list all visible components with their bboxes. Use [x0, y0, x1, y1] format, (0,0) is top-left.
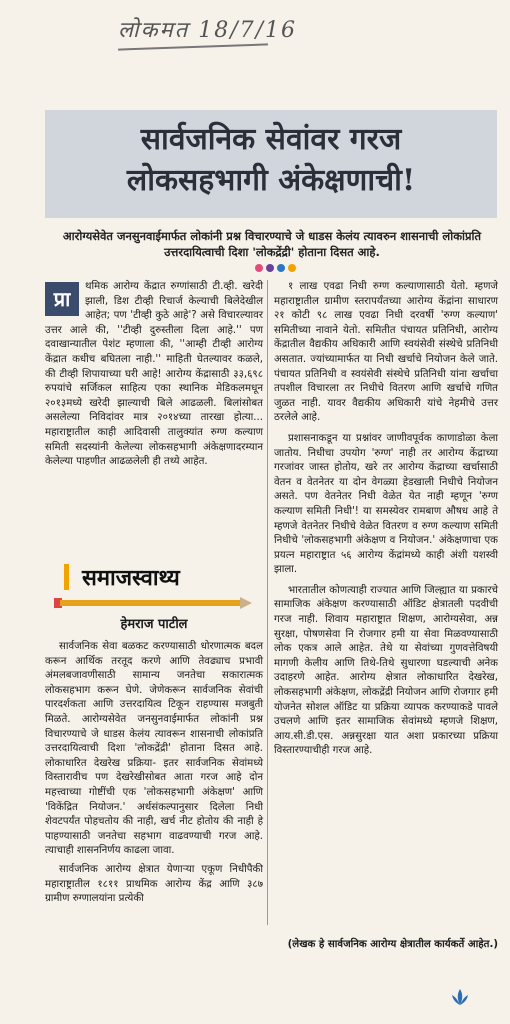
pencil-tip-icon	[240, 597, 252, 609]
left-column-top	[45, 280, 263, 476]
pencil-icon	[60, 600, 240, 606]
accent-dot-orange	[288, 264, 296, 272]
byline: हेमराज पाटील	[120, 617, 188, 632]
accent-dot-pink	[255, 264, 263, 272]
left-column-bottom	[45, 640, 263, 911]
accent-dot-purple	[266, 264, 274, 272]
headline	[45, 120, 497, 202]
paragraph: थमिक आरोग्य केंद्रात रुग्णांसाठी टी.व्ही. खरेदी झाली, डिश टीव्ही रिचार्ज केल्याची बिलेदेखील आहेत; पण 'टीव्ही कुठे आहे'? असे विचारल्यावर उत्तर आले की, ''टीव्ही दुरुस्तीला दिला आहे.'' पण दवाखान्यातील पेशंट म्हणाला की, ''आम्ही टीव्ही आरोग्य केंद्रात कधीच बघितला नाही.'' माहिती घेतल्यावर कळले, की टीव्ही शिपायाच्या घरी आहे! आरोग्य केंद्रासाठी ३३,६९८ रुपयांचे सर्जिकल साहित्य एका स्थानिक मेडिकलमधून २०१३मध्ये खरेदी झाल्याची बिले आढळली. बिलांसोबत असलेल्या निविदांवर मात्र २०१४च्या तारखा होत्या... महाराष्ट्रातील काही आदिवासी तालुक्यांत रुग्ण कल्याण समिती सदस्यांनी केलेल्या लोकसहभागी अंकेक्षणादरम्यान केलेल्या पाहणीत आढळलेली ही तथ्ये आहेत.	[45, 281, 263, 468]
paragraph: सार्वजनिक सेवा बळकट करण्यासाठी धोरणात्मक बदल करून आर्थिक तरतूद करणे आणि तेवढ्याच प्रभावी अंमलबजावणीसाठी सामान्य जनतेचा सकारात्मक लोकसहभाग करून घेणे. जेणेकरून सार्वजनिक सेवांची पारदर्शकता आणि उत्तरदायित्व टिकून राहण्यास मजबुती मिळते. आरोग्यसेवेत जनसुनवाईमार्फत लोकांनी प्रश्न विचारण्याचे जे धाडस केलंय त्यावरून शासनाची लोकांप्रति उत्तरदायित्वाची दिशा 'लोकद्रेंद्री' होताना दिसत आहे. लोकाधारित देखरेख प्रक्रिया- इतर सार्वजनिक सेवांमध्ये विस्तारावीच पण देखरेखीसोबत आता गरज आहे दोन महत्त्वाच्या गोष्टींची एक 'लोकसहभागी अंकेक्षण' आणि 'विकेंद्रित नियोजन.' अर्थसंकल्पानुसार दिलेला निधी शेवटपर्यंत पोहचतोय की नाही, खर्च नीट होतोय की नाही हे पाहण्यासाठी जनतेचा सहभाग वाढवण्याची गरज आहे. त्याचाही शासननिर्णय काढला जावा.	[45, 641, 263, 857]
paragraph: प्रशासनाकडून या प्रश्नांवर जाणीवपूर्वक काणाडोळा केला जातोय. निधीचा उपयोग 'रुग्ण' नाही तर आरोग्य केंद्राच्या गरजांवर जास्त होतोय, खरे तर आरोग्य केंद्राच्या खर्चासाठी वेतन व वेतनेतर या दोन वेगळ्या हेडखाली निधीचे नियोजन असते. पण वेतनेतर निधी वेळेत येत नाही म्हणून 'रुग्ण कल्याण समिती निधी'! या समस्येवर रामबाण औषध आहे ते म्हणजे वेतनेतर निधीचे वेळेत वितरण व रुग्ण कल्याण समिती निधीचे 'लोकसहभागी अंकेक्षण व नियोजन.' अंकेक्षणाचा एक प्रयत्न महाराष्ट्रात ५६ आरोग्य केंद्रांमध्ये काही अंशी यशस्वी झाला.	[274, 432, 498, 576]
accent-dots	[255, 264, 296, 272]
deck-summary: आरोग्यसेवेत जनसुनवाईमार्फत लोकांनी प्रश्न विचारण्याचे जे धाडस केलंय त्यावरुन शासनाची लोकांप्रति उत्तरदायित्वाची दिशा 'लोकद्रेंद्री' होताना दिसत आहे.	[62, 229, 482, 259]
accent-dot-blue	[277, 264, 285, 272]
headline-line-2: लोकसहभागी अंकेक्षणाची!	[126, 163, 416, 198]
section-tag: समाजस्वाथ्य	[64, 562, 244, 592]
paragraph: सार्वजनिक आरोग्य क्षेत्रात येणाऱ्या एकूण निधीपैकी महाराष्ट्रातील १८११ प्राथमिक आरोग्य केंद्र आणि ३८७ ग्रामीण रुग्णालयांना प्रत्येकी	[45, 863, 263, 905]
handwritten-masthead-date: लोकमत 18/7/16	[118, 18, 298, 43]
right-column	[274, 280, 498, 765]
lotus-logo-icon	[448, 985, 472, 1009]
author-note: (लेखक हे सार्वजनिक आरोग्य क्षेत्रातील कार्यकर्ते आहेत.)	[287, 939, 498, 950]
paragraph: भारतातील कोणत्याही राज्यात आणि जिल्ह्यात या प्रकारचे सामाजिक अंकेक्षण करण्यासाठी ऑडिट क्षेत्रातली पदवीची गरज नाही. शिवाय महाराष्ट्रात शिक्षण, आरोग्यसेवा, अन्न सुरक्षा, पोषणसेवा नि रोजगार हमी या सेवा मिळवण्यासाठी लोक एकत्र आले आहेत. तेथे या सेवांच्या गुणवत्तेविषयी मागणी केलीय आणि तिथे-तिथे सुधारणा घडल्याची अनेक उदाहरणे आहेत. आरोग्य क्षेत्रात लोकाधारित देखरेख, लोकसहभागी अंकेक्षण, लोकद्रेंद्री नियोजन आणि रोजगार हमी योजनेत सोशल ऑडिट या प्रक्रिया व्यापक करण्याकडे पावले उचलणे आणि इतर सामाजिक सेवांमध्ये म्हणजे शिक्षण, आय.सी.डी.एस. अन्नसुरक्षा यात अशा प्रकारच्या प्रक्रिया विस्तारण्याचीही गरज आहे.	[274, 584, 498, 757]
paragraph: १ लाख एवढा निधी रुग्ण कल्याणासाठी येतो. म्हणजे महाराष्ट्रातील ग्रामीण स्तरापर्यंतच्या आरोग्य केंद्रांना साधारण २१ कोटी ९८ लाख एवढा निधी दरवर्षी 'रुग्ण कल्याण' समितीच्या नावाने येतो. समितीत पंचायत प्रतिनिधी, आरोग्य केंद्रातील वैद्यकीय अधिकारी आणि स्वयंसेवी संस्थेचे प्रतिनिधी असतात. ज्यांच्यामार्फत या निधी खर्चाचे नियोजन केले जाते. पंचायत प्रतिनिधी व स्वयंसेवी संस्थेचे प्रतिनिधी यांना खर्चाचा तपशील विचारला तर निधीचे वितरण आणि खर्चाचे गणित जुळत नाही. यावर वैद्यकीय अधिकारी यांचे नेहमीचे उत्तर ठरलेले आहे.	[274, 281, 498, 424]
headline-line-1: सार्वजनिक सेवांवर गरज	[140, 122, 402, 157]
dropcap: प्रा	[45, 282, 79, 316]
column-divider	[267, 280, 268, 925]
